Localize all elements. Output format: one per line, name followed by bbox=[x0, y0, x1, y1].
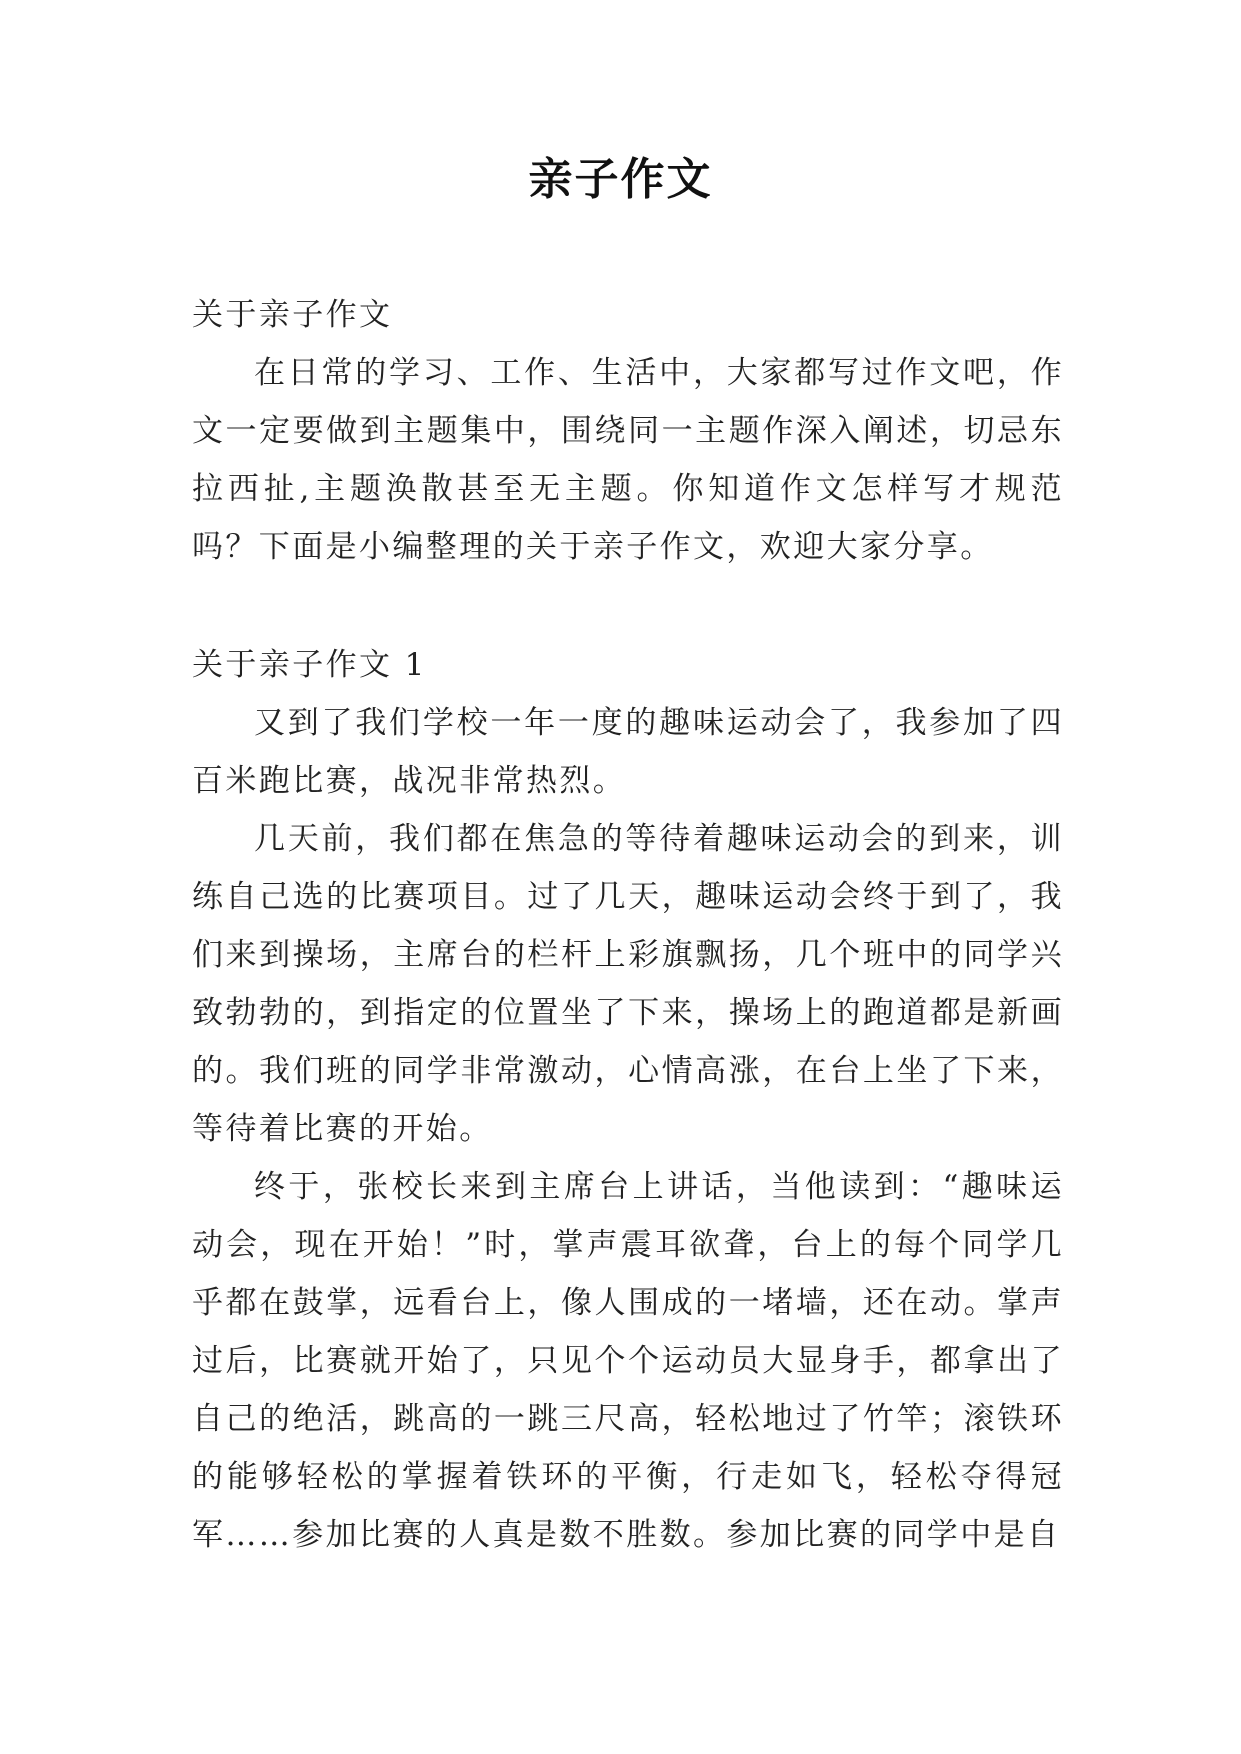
essay-1-paragraph: 又到了我们学校一年一度的趣味运动会了，我参加了四百米跑比赛，战况非常热烈。 bbox=[192, 705, 1064, 799]
essay-1-paragraph: 终于，张校长来到主席台上讲话，当他读到：“趣味运动会，现在开始！”时，掌声震耳欲聋，台上的每个同学几乎都在鼓掌，远看台上，像人围成的一堵墙，还在动。掌声过后，比赛就开始了，只见个个运动员大显身手，都拿出了自己的绝活，跳高的一跳三尺高，轻松地过了竹竿；滚铁环的能够轻松的掌握着铁环的平衡，行走如飞，轻松夺得冠军……参加比赛的人真是数不胜数。参加比赛的同学中是自 bbox=[192, 1169, 1064, 1553]
intro-paragraph: 在日常的学习、工作、生活中，大家都写过作文吧，作文一定要做到主题集中，围绕同一主题作深入阐述，切忌东拉西扯,主题涣散甚至无主题。你知道作文怎样写才规范吗？下面是小编整理的关于亲子作文，欢迎大家分享。 bbox=[192, 355, 1064, 565]
essay-1-heading: 关于亲子作文 1 bbox=[192, 647, 427, 683]
essay-1-paragraph: 几天前，我们都在焦急的等待着趣味运动会的到来，训练自己选的比赛项目。过了几天，趣味运动会终于到了，我们来到操场，主席台的栏杆上彩旗飘扬，几个班中的同学兴致勃勃的，到指定的位置坐了下来，操场上的跑道都是新画的。我们班的同学非常激动，心情高涨，在台上坐了下来，等待着比赛的开始。 bbox=[192, 821, 1064, 1147]
document-title: 亲子作文 bbox=[528, 154, 713, 205]
essay-1-section bbox=[192, 636, 1064, 1564]
intro-section bbox=[192, 286, 1064, 576]
intro-heading: 关于亲子作文 bbox=[192, 297, 393, 333]
